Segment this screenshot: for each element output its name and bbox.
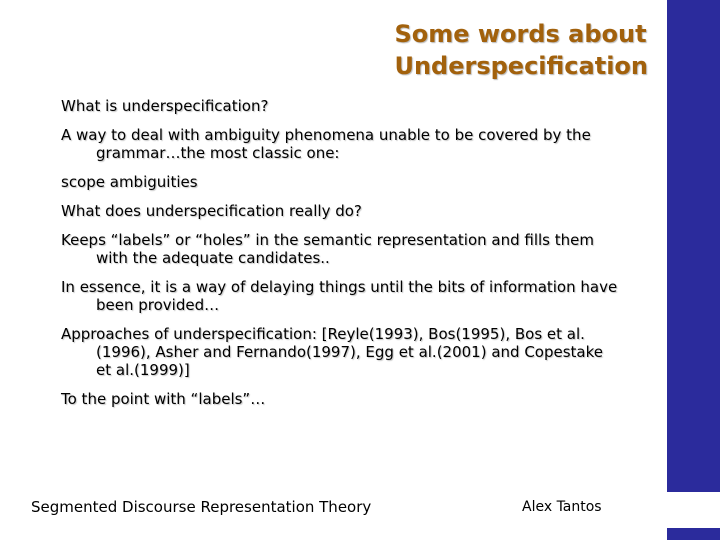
side-bar-bottom-decoration [667, 528, 720, 540]
bullet-item: To the point with “labels”… [61, 390, 266, 408]
bullet-item: What is underspecification? [61, 97, 269, 115]
slide-title [394, 18, 648, 82]
bullet-item: Keeps “labels” or “holes” in the semantic representation and fills them with the adequate candidates.. [61, 231, 594, 267]
side-bar-decoration [667, 0, 720, 492]
slide-title-line-1: Some words about [394, 20, 647, 48]
footer-author: Alex Tantos [522, 499, 602, 515]
bullet-item: Approaches of underspecification: [Reyle(1993), Bos(1995), Bos et al. (1996), Asher and Fernando(1997), Egg et al.(2001) and Copestake et al.(1999)] [61, 325, 604, 379]
bullet-item: scope ambiguities [61, 173, 198, 191]
footer-title: Segmented Discourse Representation Theory [31, 498, 372, 516]
bullet-item: In essence, it is a way of delaying things until the bits of information have been provided… [61, 278, 618, 314]
bullet-item: A way to deal with ambiguity phenomena unable to be covered by the grammar…the most classic one: [61, 126, 591, 162]
slide-title-line-2: Underspecification [394, 52, 648, 80]
bullet-list [61, 97, 621, 419]
bullet-item: What does underspecification really do? [61, 202, 362, 220]
